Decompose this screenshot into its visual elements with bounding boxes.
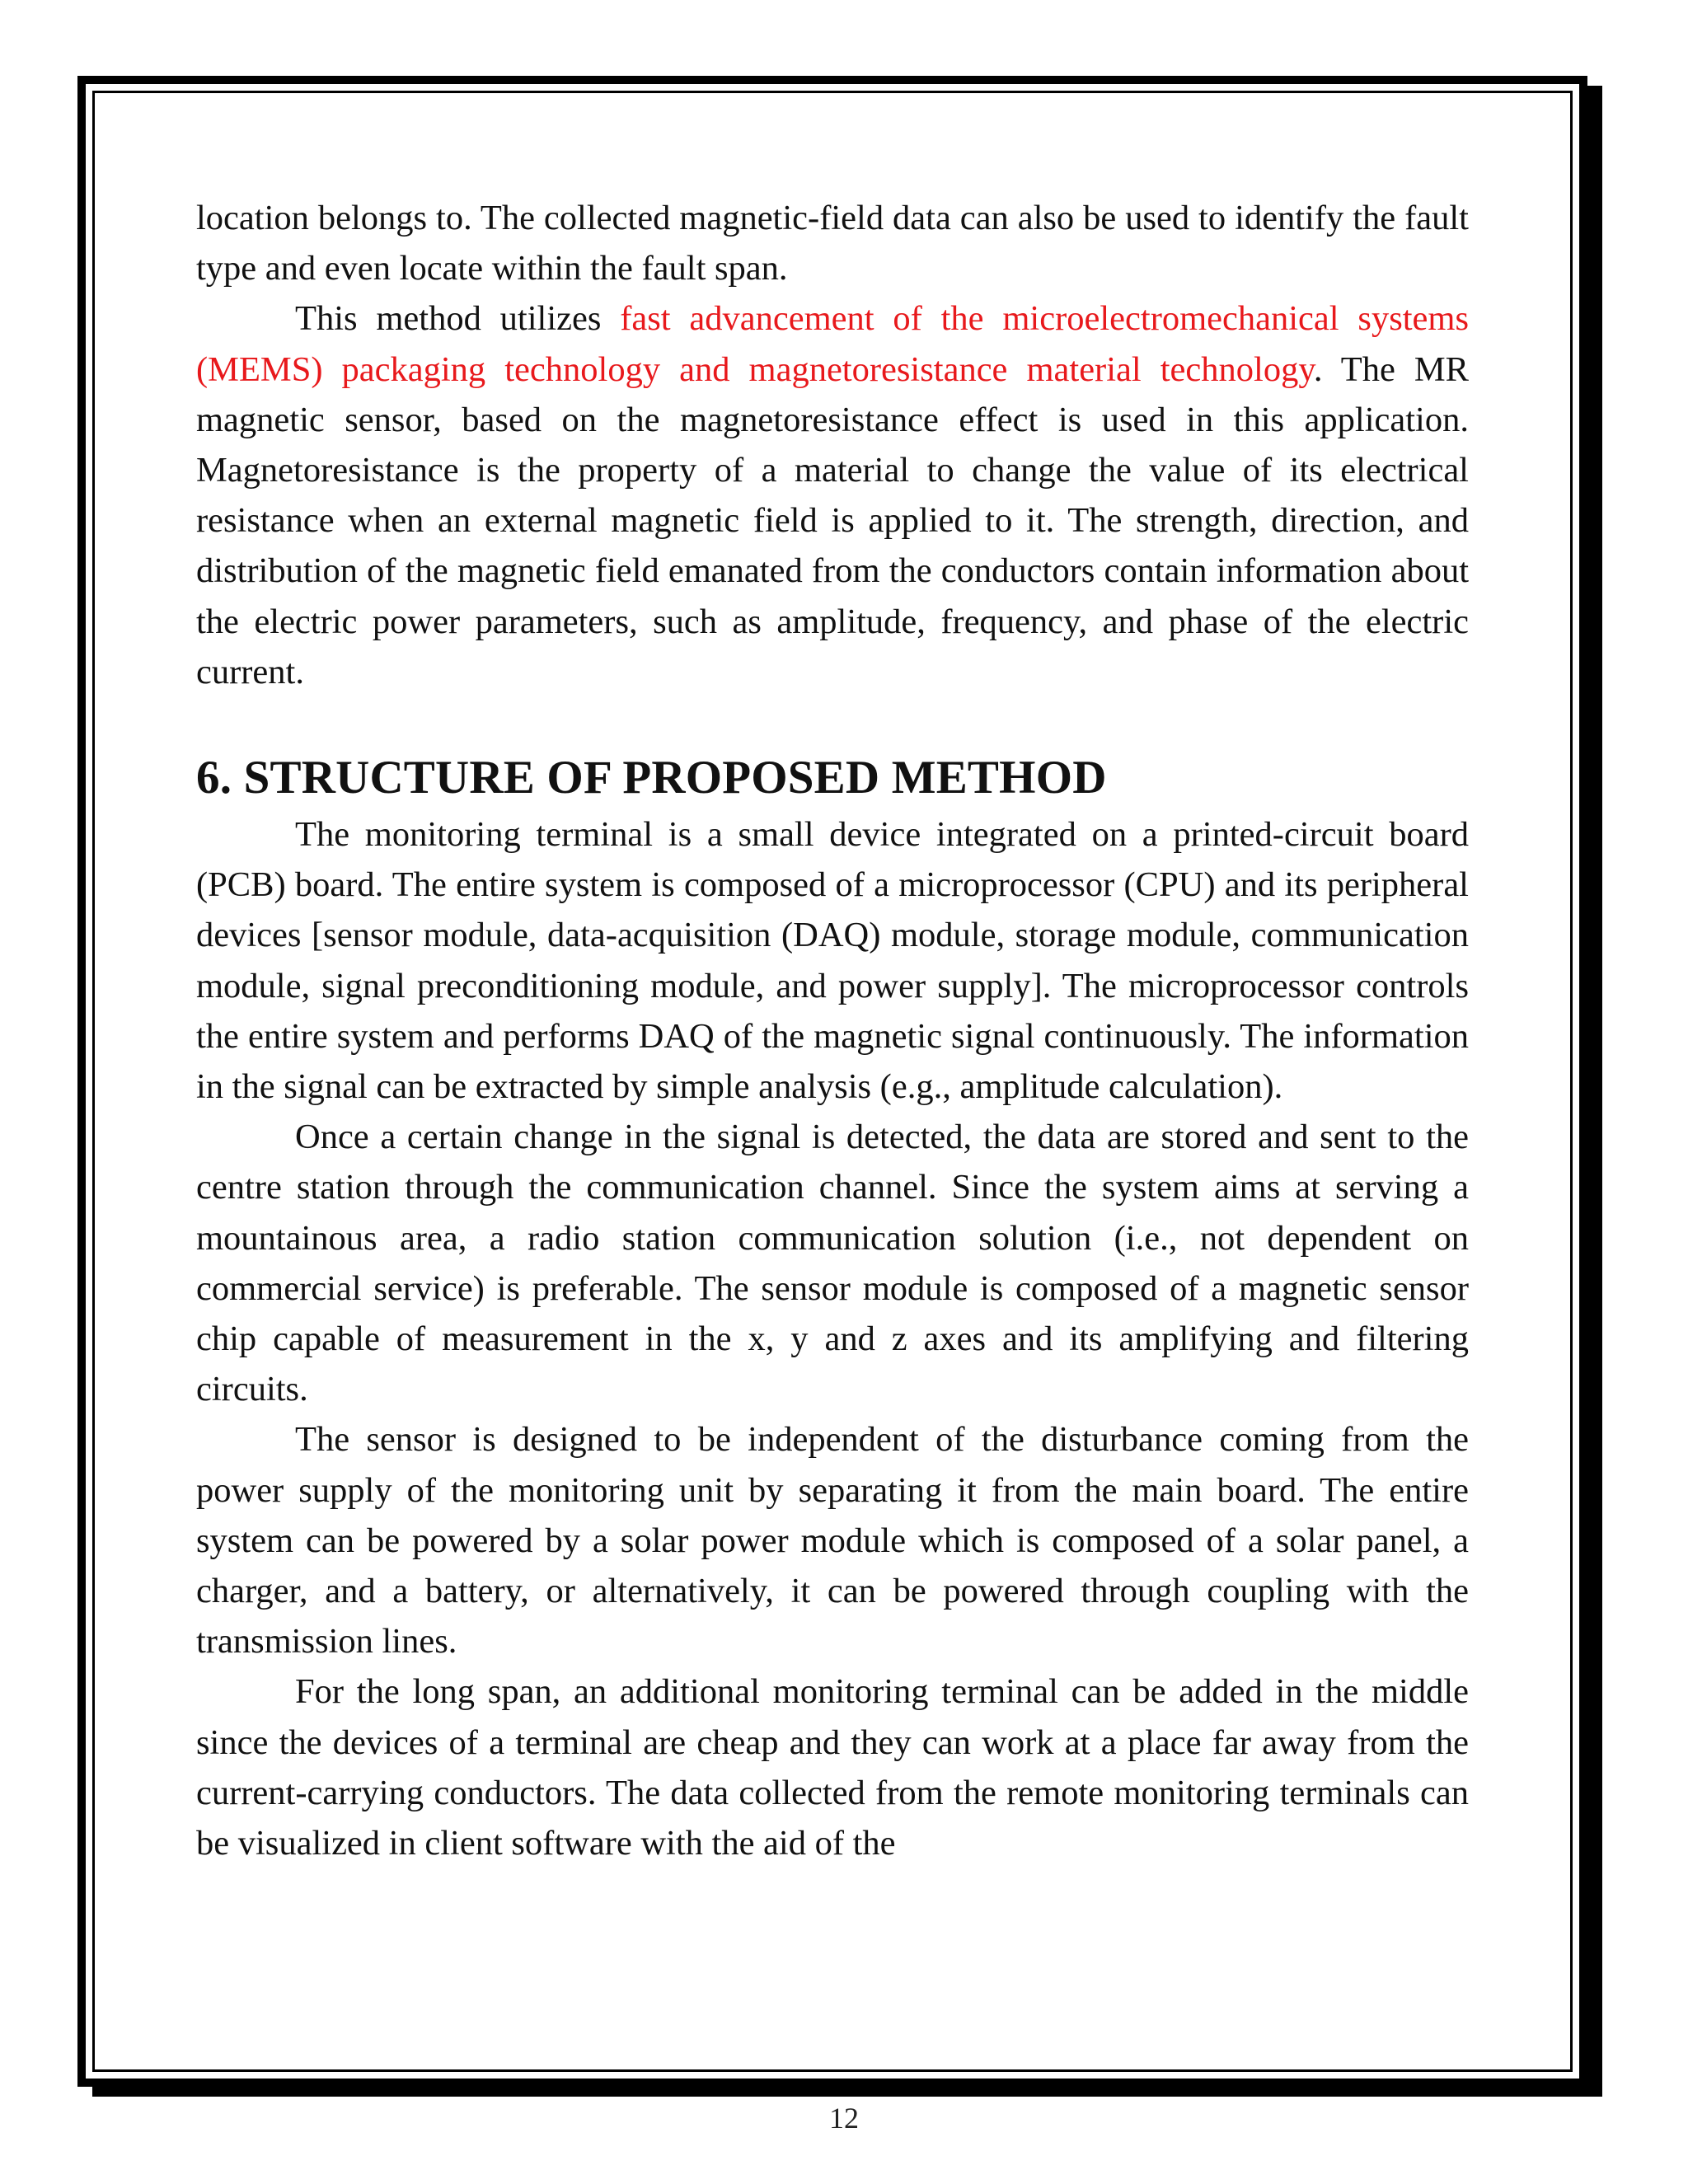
paragraph-continuation: location belongs to. The collected magnetic-field data can also be used to identify the fault type and even locate within the fault span. <box>196 199 1469 288</box>
page-number: 12 <box>829 2102 859 2135</box>
paragraph-method <box>196 293 1469 697</box>
paragraph-sensor-power: The sensor is designed to be independent of the disturbance coming from the power supply of the monitoring unit by separating it from the main board. The entire system can be powered by a solar power module which is composed of a solar panel, a charger, and a battery, or alternatively, it can be powered through coupling with the transmission lines. <box>196 1420 1469 1661</box>
paragraph-long-span: For the long span, an additional monitoring terminal can be added in the middle since the devices of a terminal are cheap and they can work at a place far away from the current-carrying conductors. The data collected from the remote monitoring terminals can be visualized in client software with the aid of the <box>196 1672 1469 1863</box>
paragraph-method-intro: This method utilizes <box>295 299 621 339</box>
paragraph-signal-change: Once a certain change in the signal is detected, the data are stored and sent to the centre station through the communication channel. Since the system aims at serving a mountainous area, a radio station communication solution (i.e., not dependent on commercial service) is preferable. The sensor module is composed of a magnetic sensor chip capable of measurement in the x, y and z axes and its amplifying and filtering circuits. <box>196 1118 1469 1409</box>
paragraph-terminal: The monitoring terminal is a small device integrated on a printed-circuit board (PCB) board. The entire system is composed of a microprocessor (CPU) and its peripheral devices [sensor module, data-acquisition (DAQ) module, storage module, communication module, signal preconditioning module, and power supply]. The microprocessor controls the entire system and performs DAQ of the magnetic signal continuously. The information in the signal can be extracted by simple analysis (e.g., amplitude calculation). <box>196 815 1469 1107</box>
paragraph-method-rest: . The MR magnetic sensor, based on the magnetoresistance effect is used in this application. Magnetoresistance is the property of a material to change the value of its electrical resistance when an external magnetic field is applied to it. The strength, direction, and distribution of the magnetic field emanated from the conductors contain information about the electric power parameters, such as amplitude, frequency, and phase of the electric current. <box>196 349 1469 691</box>
page-content <box>196 193 1469 1868</box>
highlighted-text: fast advancement of the microelectromechanical systems (MEMS) packaging technology and magnetoresistance material technology <box>196 299 1469 389</box>
section-heading: 6. STRUCTURE OF PROPOSED METHOD <box>196 752 1107 804</box>
